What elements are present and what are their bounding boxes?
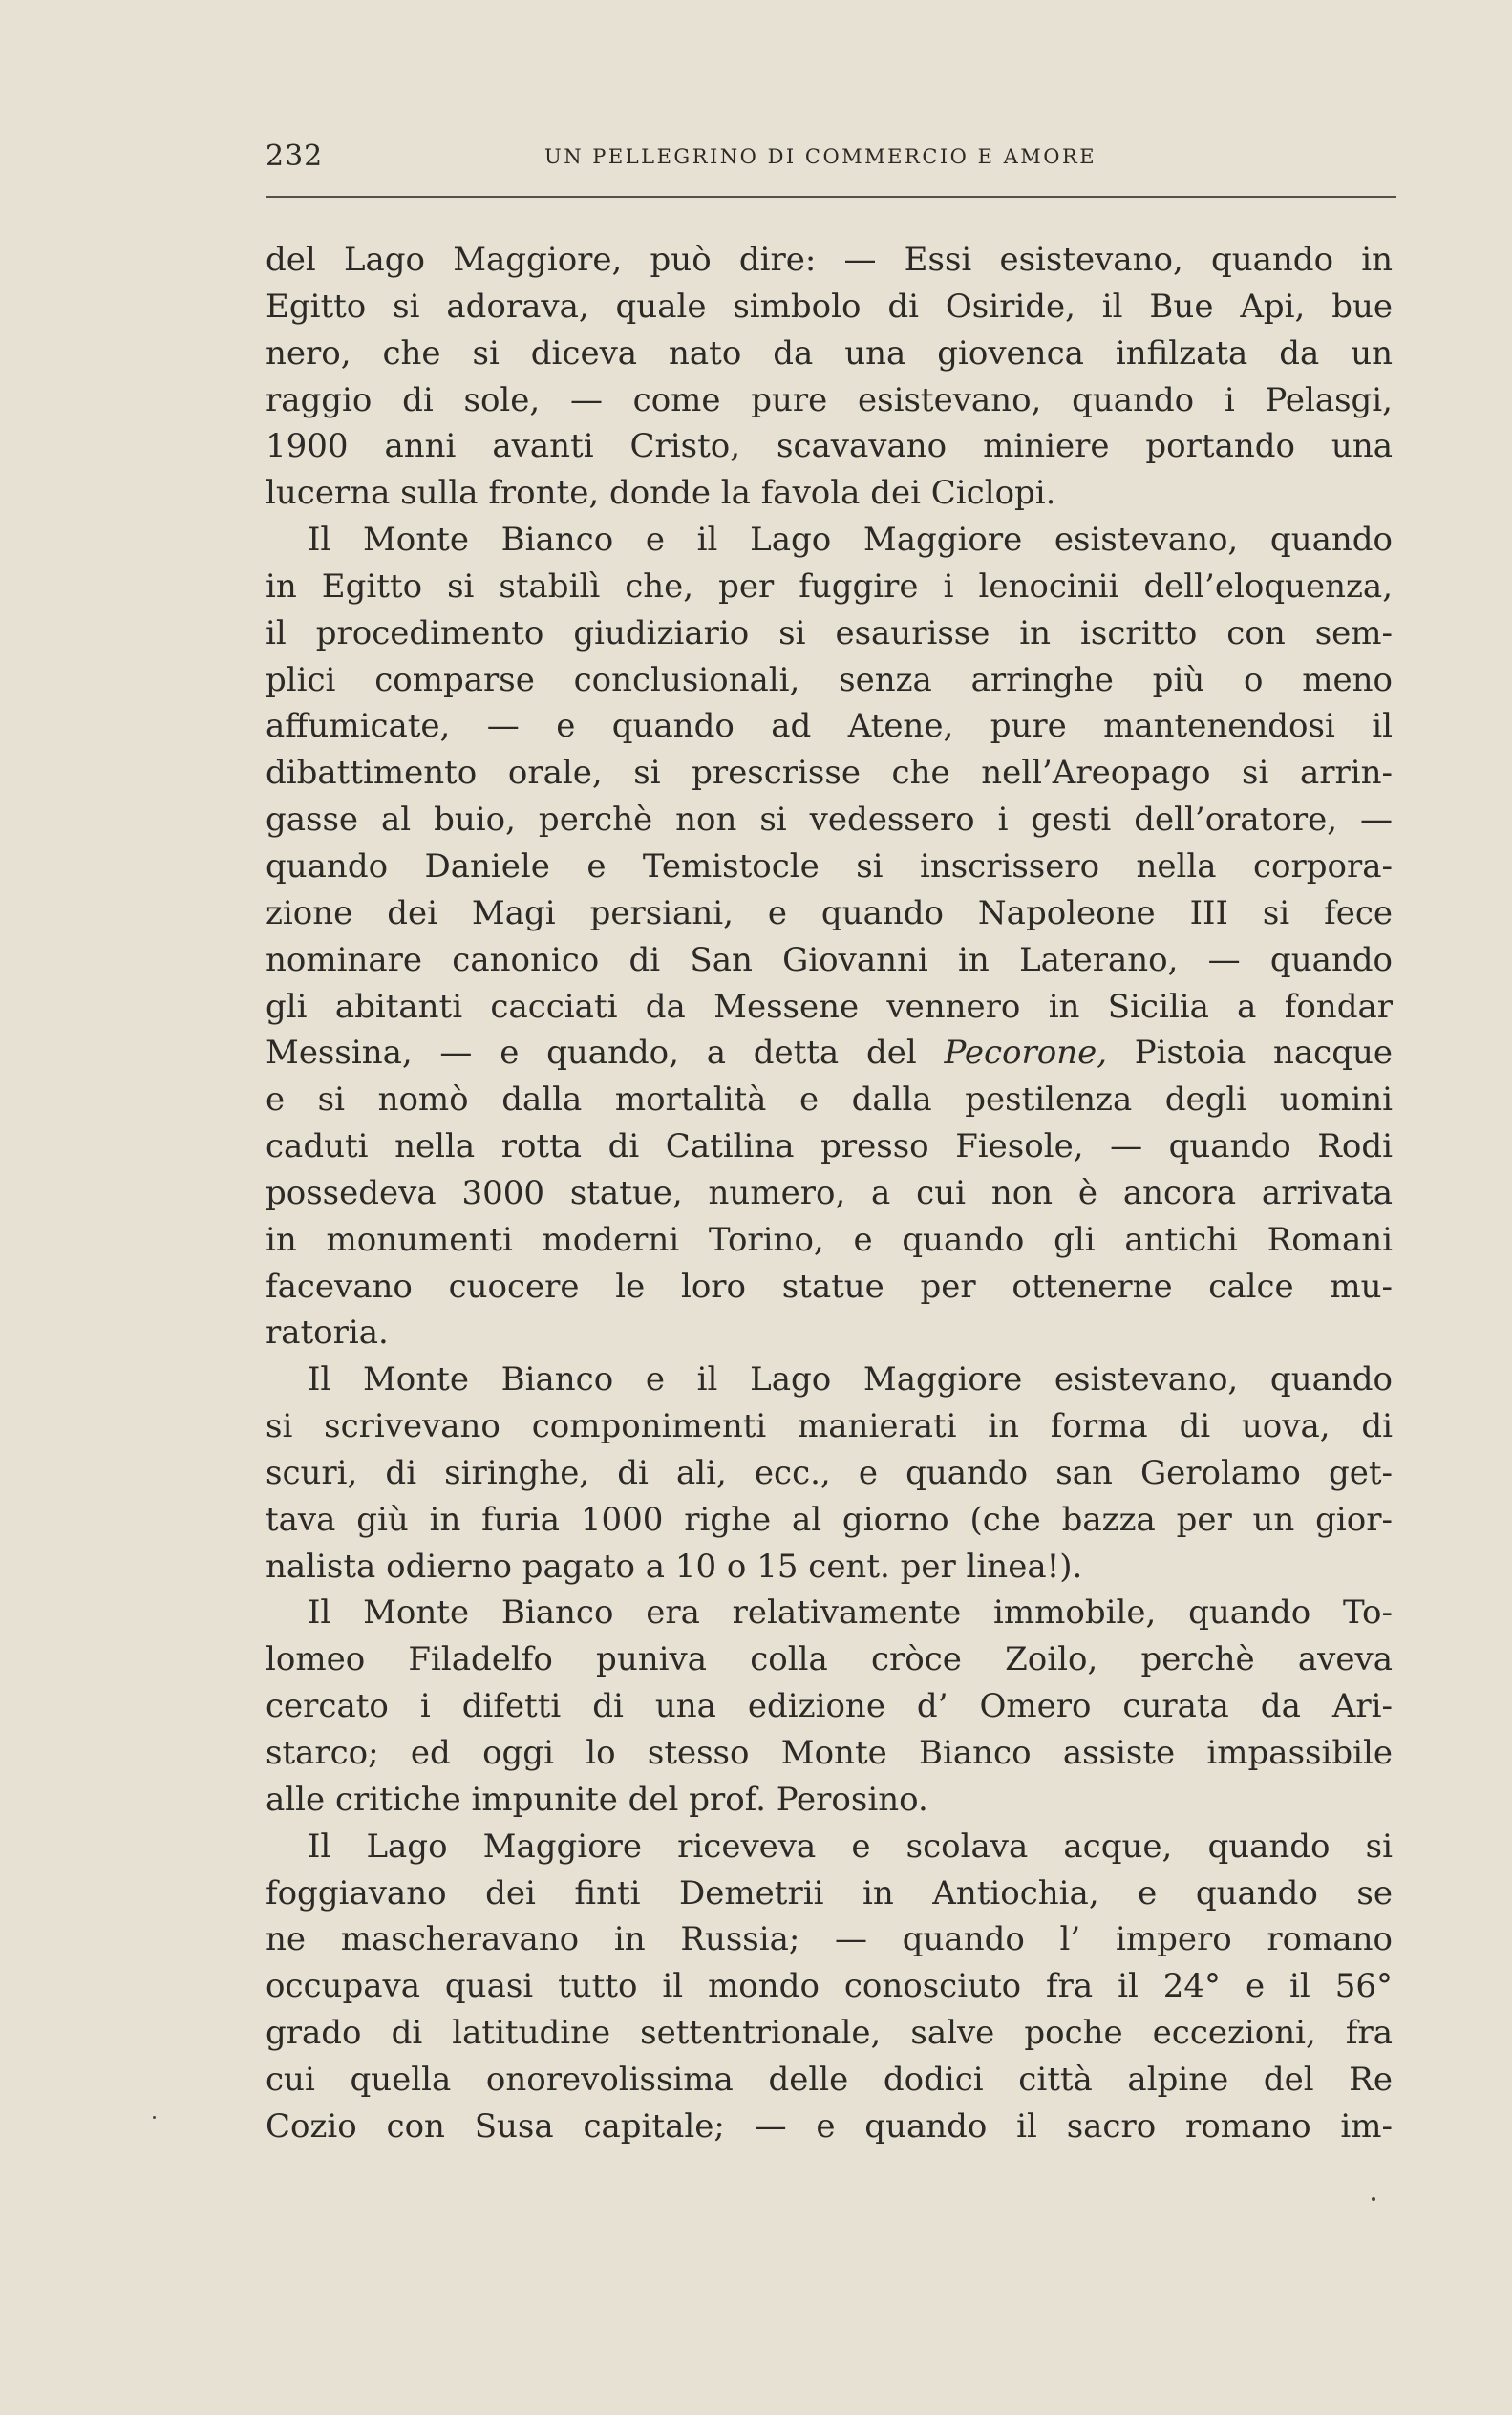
text-line: in Egitto si stabilì che, per fuggire i lenocinii dell’eloquenza, [266,566,1393,606]
page-number: 232 [266,139,324,173]
text-line: grado di latitudine settentrionale, salve poche eccezioni, fra [266,2014,1393,2053]
text-line: foggiavano dei finti Demetrii in Antiochia, e quando se [266,1873,1393,1913]
text-line: in monumenti moderni Torino, e quando gli antichi Romani [266,1220,1393,1259]
text-line: nalista odierno pagato a 10 o 15 cent. per linea!). [266,1547,1083,1586]
text-line: e si nomò dalla mortalità e dalla pestilenza degli uomini [266,1080,1393,1120]
text-line: facevano cuocere le loro statue per ottenerne calce mu- [266,1267,1393,1306]
text-line: Il Lago Maggiore riceveva e scolava acque, quando si [308,1827,1393,1866]
text-line: gasse al buio, perchè non si vedessero i gesti dell’oratore, — [266,801,1393,840]
text-line: quando Daniele e Temistocle si inscrissero nella corpora- [266,846,1393,886]
page-header [266,139,1393,178]
text-line: raggio di sole, — come pure esistevano, quando i Pelasgi, [266,380,1393,419]
text-line: gli abitanti cacciati da Messene vennero in Sicilia a fondar [266,987,1393,1026]
text-line: tava giù in furia 1000 righe al giorno (che bazza per un gior- [266,1500,1393,1539]
text-line: Il Monte Bianco e il Lago Maggiore esistevano, quando [308,521,1393,560]
margin-speck [153,2116,156,2119]
text-segment: Messina, — e quando, a detta del [266,1034,945,1073]
text-line: Egitto si adorava, quale simbolo di Osiride, il Bue Api, bue [266,287,1393,326]
text-line: affumicate, — e quando ad Atene, pure mantenendosi il [266,707,1393,746]
text-line: plici comparse conclusionali, senza arringhe più o meno [266,660,1393,699]
text-line: occupava quasi tutto il mondo conosciuto fra il 24° e il 56° [266,1967,1393,2006]
body-text [266,237,1393,2150]
text-line: zione dei Magi persiani, e quando Napoleone III si fece [266,893,1393,932]
italic-title: Pecorone, [944,1034,1108,1073]
text-line: cercato i difetti di una edizione d’ Omero curata da Ari- [266,1687,1393,1726]
text-line: lucerna sulla fronte, donde la favola dei Ciclopi. [266,474,1056,513]
text-line: starco; ed oggi lo stesso Monte Bianco assiste impassibile [266,1734,1393,1772]
text-line: il procedimento giudiziario si esaurisse in iscritto con sem- [266,613,1393,652]
text-line: 1900 anni avanti Cristo, scavavano miniere portando una [266,427,1393,466]
text-line: ratoria. [266,1314,389,1353]
text-line: dibattimento orale, si prescrisse che nell’Areopago si arrin- [266,754,1393,793]
margin-speck [1372,2197,1375,2201]
text-line: si scrivevano componimenti manierati in forma di uova, di [266,1407,1393,1446]
text-line: ne mascheravano in Russia; — quando l’ impero romano [266,1920,1393,1959]
text-line: Il Monte Bianco era relativamente immobile, quando To- [308,1593,1393,1633]
text-line: possedeva 3000 statue, numero, a cui non è ancora arrivata [266,1173,1393,1212]
text-line: scuri, di siringhe, di ali, ecc., e quando san Gerolamo get- [266,1453,1393,1492]
text-line: Il Monte Bianco e il Lago Maggiore esistevano, quando [308,1360,1393,1400]
text-line: Cozio con Susa capitale; — e quando il sacro romano im- [266,2106,1393,2146]
text-line: nominare canonico di San Giovanni in Laterano, — quando [266,940,1393,979]
text-line: nero, che si diceva nato da una giovenca infilzata da un [266,333,1393,373]
header-rule [266,196,1396,198]
text-line [266,1030,1393,1077]
text-line: alle critiche impunite del prof. Perosino. [266,1780,928,1819]
text-line: lomeo Filadelfo puniva colla cròce Zoilo, perchè aveva [266,1640,1393,1679]
running-head: UN PELLEGRINO DI COMMERCIO E AMORE [544,145,1097,168]
text-line: caduti nella rotta di Catilina presso Fiesole, — quando Rodi [266,1127,1393,1166]
text-line: cui quella onorevolissima delle dodici città alpine del Re [266,2060,1393,2099]
text-line: del Lago Maggiore, può dire: — Essi esistevano, quando in [266,241,1393,279]
text-segment: Pistoia nacque [1107,1034,1393,1073]
